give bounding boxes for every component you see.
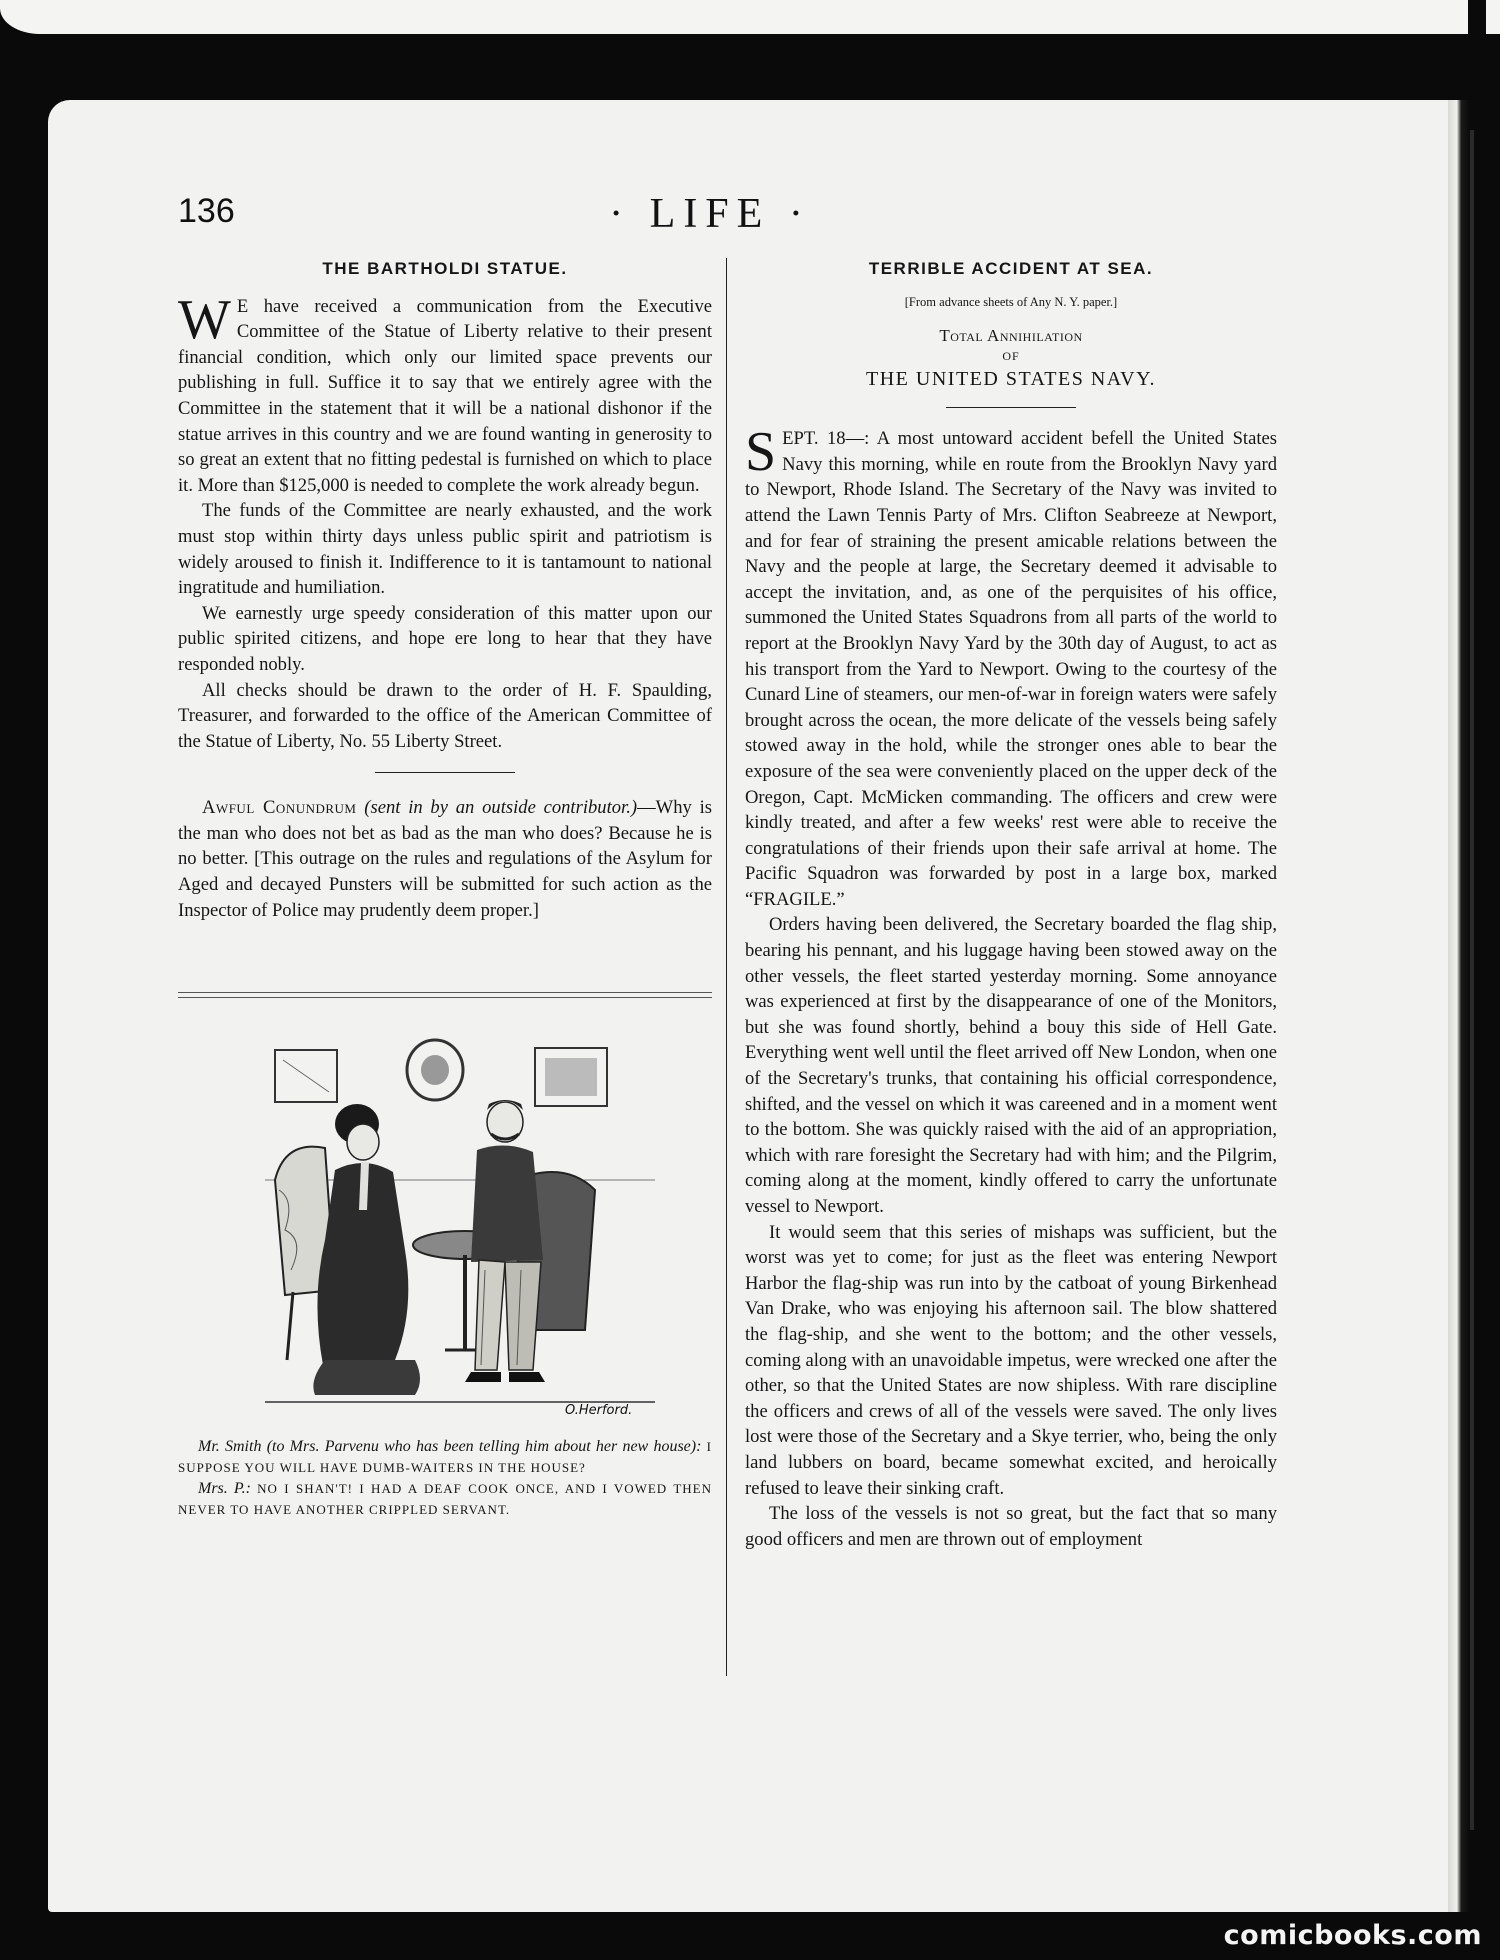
binding-spine (1470, 130, 1474, 1830)
accident-paragraph-2: Orders having been delivered, the Secretary boarded the flag ship, bearing his pennant, and his luggage having been stowed away on the other vessels, the fleet started yesterday morning. Some annoyance was experienced at first by the disappearance of one of the Monitors, but she was found shortly, behind a bouy this side of Hell Gate. Everything went well until the fleet arrived off New London, when one of the Secretary's trunks, that containing his official correspondence, shifted, and the vessel on which it was careened and in a moment went to the bottom. She was quickly raised with the aid of an appropriation, which with rare foresight the Secretary had with him; and the Pilgrim, coming along at the moment, kindly offered to carry the unfortunate vessel to Newport. (745, 914, 1277, 1217)
masthead-title: · LIFE · (609, 191, 811, 237)
left-column (178, 252, 712, 923)
page-number: 136 (178, 192, 235, 230)
bartholdi-paragraph-1 (178, 288, 712, 499)
caption-dialog-1: I SUPPOSE YOU WILL HAVE DUMB-WAITERS IN THE HOUSE? (178, 1439, 713, 1475)
strip-notch (1468, 0, 1486, 34)
bartholdi-paragraph-2: The funds of the Committee are nearly exhausted, and the work must stop within thirty days unless public spirit and patriotism is widely aroused to finish it. Indifference to it is tantamount to national ingratitude and humiliation. (178, 500, 712, 599)
site-watermark: comicbooks.com (1223, 1920, 1482, 1951)
top-page-strip (0, 0, 1500, 34)
accident-paragraph-1 (745, 421, 1277, 912)
bartholdi-dropcap: W (178, 288, 231, 351)
accident-subhead-3: THE UNITED STATES NAVY. (866, 368, 1156, 391)
accident-dropcap: S (745, 421, 777, 484)
caption-speaker-1: Mr. Smith (198, 1438, 262, 1455)
subhead-rule (946, 407, 1076, 408)
accident-subhead-1: Total Annihilation (939, 326, 1083, 346)
accident-headline: TERRIBLE ACCIDENT AT SEA. (868, 259, 1154, 278)
accident-paragraph-3: It would seem that this series of mishaps was sufficient, but the worst was yet to come; for just as the fleet was entering Newport Harbor the flag-ship was run into by the catboat of young Birkenhead Van Drake, who was enjoying his afternoon sail. The blow shattered the flag-ship, and she went to the bottom; and the other vessels, coming along with an unavoidable impetus, were wrecked one after the other, so that the United States are now shipless. With rare discipline the officers and crews of all of the vessels were saved. The only lives lost were those of the Secretary and a Skye terrier, who, being the only land lubbers on board, became somewhat excited, and heroically refused to leave their sinking craft. (745, 1221, 1277, 1499)
cartoon-illustration (265, 1030, 655, 1420)
woman-face (347, 1124, 379, 1160)
caption-stage-1: (to Mrs. Parvenu who has been telling him about her new house): (266, 1438, 702, 1455)
accident-paragraph-1-text: EPT. 18—: A most untoward accident befell the United States Navy this morning, while en route from the Brooklyn Navy yard to Newport, Rhode Island. The Secretary of the Navy was invited to attend the Lawn Tennis Party of Mrs. Clifton Seabreeze at Newport, and for fear of straining the present amicable relations between the Navy and the people at large, the Secretary deemed it advisable to accept the invitation, and, as one of the perquisites of his office, summoned the United States Squadrons from all parts of the world to report at the Brooklyn Navy Yard by the 30th day of August, to act as his transport from the Yard to Newport. Owing to the courtesy of the Cunard Line of steamers, our men-of-war in foreign waters were safely brought across the ocean, the more delicate of the vessels being safely stowed away in the hold, while the stronger ones able to bear the exposure of the sea were conveniently placed on the upper deck of the Oregon, Capt. McMicken commanding. The officers and crew were kindly treated, and after a few weeks' rest were able to receive the congratulations of their friends upon their safe arrival at home. The Pacific Squadron was forwarded by post in a large box, marked “FRAGILE.” (745, 428, 1277, 910)
caption-dialog-2: NO I SHAN'T! I HAD A DEAF COOK ONCE, AND I VOWED THEN NEVER TO HAVE ANOTHER CRIPPLED SERVANT. (178, 1481, 712, 1517)
bartholdi-paragraph-1-text: E have received a communication from the Executive Committee of the Statue of Liberty relative to their present financial condition, which only our limited space prevents our publishing in full. Suffice it to say that we entirely agree with the Committee in the statement that it will be a national dishonor if the statue arrives in this country and we are found wanting in generosity to so great an extent that no fitting pedestal is furnished on which to place it. More than $125,000 is needed to complete the work already begun. (178, 295, 712, 496)
accident-source: [From advance sheets of Any N. Y. paper.] (904, 294, 1118, 309)
bartholdi-paragraph-3: We earnestly urge speedy consideration of this matter upon our public spirited citizens, and hope ere long to hear that they have responded nobly. (178, 602, 712, 675)
right-column (745, 252, 1277, 1552)
bartholdi-paragraph-4: All checks should be drawn to the order of H. F. Spaulding, Treasurer, and forwarded to the office of the American Committee of the Statue of Liberty, No. 55 Liberty Street. (178, 679, 712, 752)
cartoon-caption (178, 1436, 712, 1520)
caption-line-2 (178, 1478, 712, 1520)
conundrum-lead: Awful Conundrum (202, 797, 357, 819)
column-divider (726, 258, 727, 1676)
accident-paragraph-4: The loss of the vessels is not so great, but the fact that so many good officers and men are thrown out of employment (745, 1503, 1277, 1550)
artist-signature: O.Herford. (565, 1403, 633, 1418)
double-rule (178, 992, 712, 998)
man-coat (471, 1145, 543, 1262)
page-edge (1448, 100, 1470, 1912)
conundrum-text: —Why is the man who does not bet as bad as the man who does? Because he is no better. [This outrage on the rules and regulations of the Asylum for Aged and decayed Punsters will be submitted for such action as the Inspector of Police may prudently deem proper.] (178, 797, 712, 921)
section-rule (375, 772, 515, 773)
caption-line-1 (178, 1436, 712, 1478)
conundrum-aside: (sent in by an outside contributor.) (364, 797, 638, 819)
accident-subhead-2: OF (1002, 349, 1020, 364)
caption-speaker-2: Mrs. P.: (198, 1480, 251, 1497)
conundrum-paragraph (178, 795, 712, 923)
bartholdi-headline: THE BARTHOLDI STATUE. (322, 259, 568, 278)
